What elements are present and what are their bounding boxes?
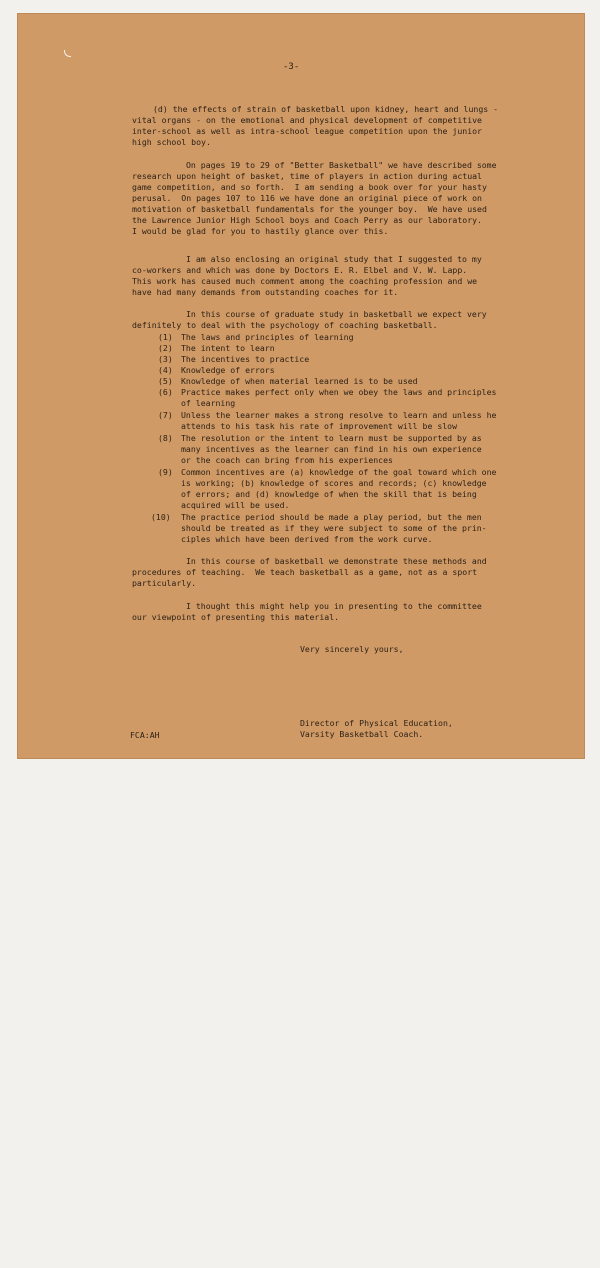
- letter-body: [18, 14, 584, 758]
- text-line: I am also enclosing an original study that I suggested to my: [186, 254, 482, 264]
- text-line: motivation of basketball fundamentals for the younger boy. We have used: [132, 204, 487, 214]
- list-number: (2): [158, 343, 173, 353]
- list-item: The laws and principles of learning: [181, 332, 354, 342]
- text-line: I thought this might help you in presenting to the committee: [186, 601, 482, 611]
- list-item-continued: ciples which have been derived from the work curve.: [181, 534, 433, 544]
- text-line: procedures of teaching. We teach basketball as a game, not as a sport: [132, 567, 478, 577]
- text-line: perusal. On pages 107 to 116 we have done an original piece of work on: [132, 193, 482, 203]
- text-line: In this course of graduate study in basketball we expect very: [186, 309, 487, 319]
- list-number: (7): [158, 410, 173, 420]
- signature-title-line-2: Varsity Basketball Coach.: [300, 729, 424, 739]
- list-item: The practice period should be made a play period, but the men: [181, 512, 482, 522]
- list-item: Common incentives are (a) knowledge of the goal toward which one: [181, 467, 497, 477]
- list-item-continued: acquired will be used.: [181, 500, 290, 510]
- list-item: Knowledge of when material learned is to be used: [181, 376, 418, 386]
- list-item: The incentives to practice: [181, 354, 310, 364]
- text-line: game competition, and so forth. I am sending a book over for your hasty: [132, 182, 487, 192]
- text-line: inter-school as well as intra-school league competition upon the junior: [132, 126, 482, 136]
- list-item-continued: is working; (b) knowledge of scores and records; (c) knowledge: [181, 478, 487, 488]
- text-line: (d) the effects of strain of basketball upon kidney, heart and lungs -: [153, 104, 499, 114]
- complimentary-close: Very sincerely yours,: [300, 644, 404, 654]
- page-number: -3-: [283, 62, 300, 72]
- text-line: particularly.: [132, 578, 197, 588]
- list-item-continued: should be treated as if they were subject to some of the prin-: [181, 523, 487, 533]
- text-line: In this course of basketball we demonstrate these methods and: [186, 556, 487, 566]
- text-line: I would be glad for you to hastily glance over this.: [132, 226, 389, 236]
- reference-initials: FCA:AH: [130, 730, 160, 740]
- list-item-continued: of learning: [181, 398, 236, 408]
- text-line: On pages 19 to 29 of "Better Basketball" we have described some: [186, 160, 497, 170]
- text-line: our viewpoint of presenting this material.: [132, 612, 340, 622]
- list-number: (9): [158, 467, 173, 477]
- text-line: high school boy.: [132, 137, 211, 147]
- list-item: Practice makes perfect only when we obey the laws and principles: [181, 387, 497, 397]
- list-number: (3): [158, 354, 173, 364]
- list-number: (1): [158, 332, 173, 342]
- list-number: (6): [158, 387, 173, 397]
- list-number: (10): [151, 512, 171, 522]
- list-item-continued: many incentives as the learner can find in his own experience: [181, 444, 482, 454]
- list-item: The resolution or the intent to learn must be supported by as: [181, 433, 482, 443]
- text-line: the Lawrence Junior High School boys and Coach Perry as our laboratory.: [132, 215, 482, 225]
- list-item: Unless the learner makes a strong resolve to learn and unless he: [181, 410, 497, 420]
- paragraph-effects: [18, 70, 584, 147]
- list-number: (8): [158, 433, 173, 443]
- signature-title-line-1: Director of Physical Education,: [300, 718, 453, 728]
- letter-page: [18, 14, 584, 758]
- list-number: (4): [158, 365, 173, 375]
- text-line: research upon height of basket, time of players in action during actual: [132, 171, 482, 181]
- list-item-continued: of errors; and (d) knowledge of when the skill that is being: [181, 489, 477, 499]
- text-line: This work has caused much comment among the coaching profession and we: [132, 276, 478, 286]
- list-number: (5): [158, 376, 173, 386]
- text-line: have had many demands from outstanding coaches for it.: [132, 287, 399, 297]
- list-item: Knowledge of errors: [181, 365, 275, 375]
- text-line: co-workers and which was done by Doctors E. R. Elbel and V. W. Lapp.: [132, 265, 468, 275]
- text-line: definitely to deal with the psychology of coaching basketball.: [132, 320, 438, 330]
- list-item-continued: or the coach can bring from his experiences: [181, 455, 393, 465]
- list-item: The intent to learn: [181, 343, 275, 353]
- text-line: vital organs - on the emotional and physical development of competitive: [132, 115, 482, 125]
- list-item-continued: attends to his task his rate of improvement will be slow: [181, 421, 458, 431]
